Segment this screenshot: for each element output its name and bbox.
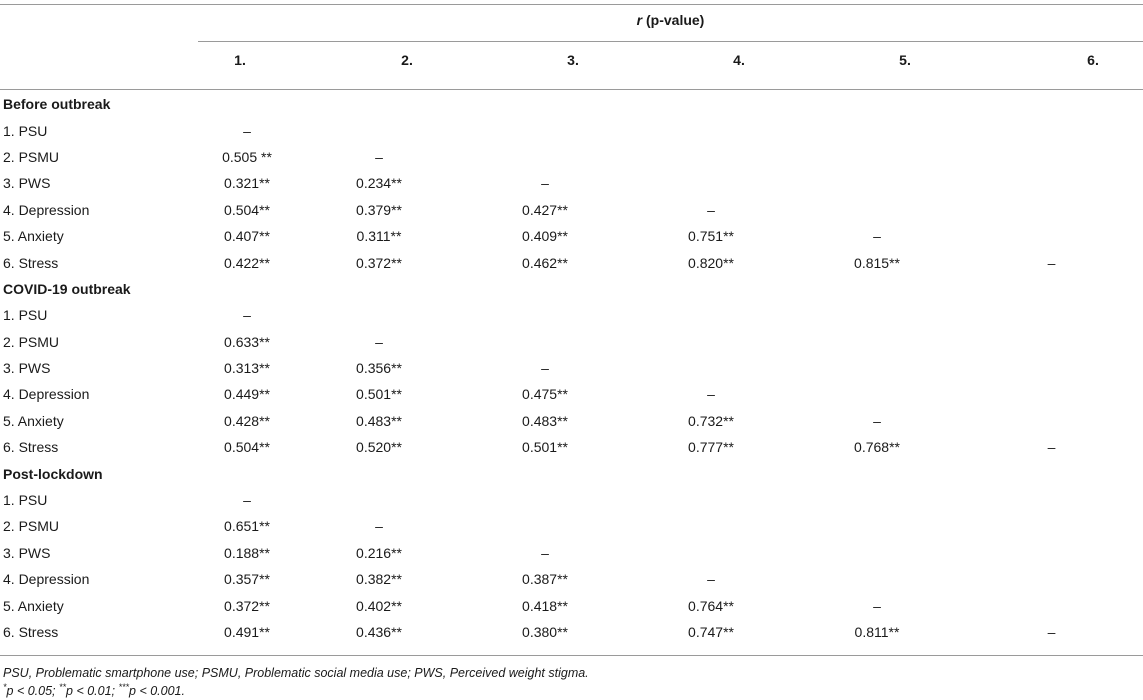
cell-col-5: –	[873, 412, 881, 429]
cell-col-4	[628, 144, 794, 170]
sig-mark-2: **	[59, 681, 67, 692]
cell-col-1: 0.504**	[224, 439, 270, 456]
group-row	[0, 460, 1143, 486]
cell-col-2: 0.501**	[356, 386, 402, 403]
cell-col-3: 0.501**	[522, 439, 568, 456]
row-label: 2. PSMU	[3, 518, 60, 535]
row-label: 3. PWS	[3, 544, 51, 561]
row-label: 6. Stress	[3, 439, 59, 456]
cell-col-5	[794, 170, 960, 196]
cell-col-5: –	[873, 228, 881, 245]
cell-col-2: –	[375, 148, 383, 165]
row-label: 6. Stress	[3, 624, 59, 640]
cell-col-1: 0.188**	[224, 544, 270, 561]
cell-col-1: 0.357**	[224, 571, 270, 588]
table-row	[0, 197, 1143, 223]
cell-col-3	[462, 117, 628, 143]
sig-text-1: p < 0.05;	[6, 684, 59, 698]
cell-col-4	[628, 329, 794, 355]
cell-col-6: –	[1047, 254, 1056, 271]
cell-col-4: 0.820**	[688, 254, 734, 271]
row-label: 5. Anxiety	[3, 228, 64, 245]
cell-col-1: –	[243, 307, 251, 324]
cell-col-3: 0.418**	[522, 597, 568, 614]
cell-col-4	[628, 513, 794, 539]
group-title: Before outbreak	[3, 96, 111, 113]
cell-col-4: 0.764**	[688, 597, 734, 614]
cell-col-5	[794, 329, 960, 355]
cell-col-2: 0.520**	[356, 439, 402, 456]
cell-col-6	[960, 513, 1143, 539]
cell-col-5	[794, 302, 960, 328]
table-row	[0, 144, 1143, 170]
cell-col-2	[296, 117, 462, 143]
row-label: 1. PSU	[3, 307, 48, 324]
cell-col-4: 0.732**	[688, 412, 734, 429]
table-row	[0, 170, 1143, 196]
cell-col-5	[794, 144, 960, 170]
cell-col-1: 0.491**	[224, 624, 270, 640]
sig-mark-1: *	[3, 681, 7, 692]
table-row	[0, 408, 1143, 434]
row-label: 1. PSU	[3, 492, 48, 509]
cell-col-5: 0.811**	[854, 624, 900, 640]
cell-col-3	[462, 513, 628, 539]
table-row	[0, 566, 1143, 592]
table-top-rule	[0, 4, 1143, 5]
cell-col-6: –	[1047, 439, 1056, 456]
cell-col-3	[462, 302, 628, 328]
table-row	[0, 513, 1143, 539]
cell-col-2	[296, 302, 462, 328]
cell-col-1: 0.428**	[224, 412, 270, 429]
cell-col-6	[960, 355, 1143, 381]
cell-col-3: 0.380**	[522, 624, 568, 640]
group-row	[0, 91, 1143, 117]
table-row	[0, 117, 1143, 143]
cell-col-2: 0.372**	[356, 254, 402, 271]
cell-col-4: 0.777**	[688, 439, 734, 456]
table-row	[0, 434, 1143, 460]
correlation-table	[0, 91, 1143, 645]
cell-col-5: 0.815**	[854, 254, 900, 271]
cell-col-6	[960, 117, 1143, 143]
cell-col-1: 0.422**	[224, 254, 270, 271]
pvalue-label: (p-value)	[646, 12, 705, 28]
cell-col-2: 0.216**	[356, 544, 402, 561]
column-header-1: 1.	[234, 52, 246, 68]
cell-col-4: 0.751**	[688, 228, 734, 245]
cell-col-1: 0.407**	[224, 228, 270, 245]
group-title: Post-lockdown	[3, 465, 103, 482]
cell-col-5: 0.768**	[854, 439, 900, 456]
table-row	[0, 381, 1143, 407]
table-row	[0, 329, 1143, 355]
cell-col-1: 0.633**	[224, 333, 270, 350]
cell-col-5: –	[873, 597, 881, 614]
cell-col-5	[794, 513, 960, 539]
cell-col-6	[960, 540, 1143, 566]
row-label: 2. PSMU	[3, 333, 60, 350]
cell-col-2: –	[375, 518, 383, 535]
group-row	[0, 276, 1143, 302]
cell-col-2: –	[375, 333, 383, 350]
cell-col-4: –	[707, 386, 715, 403]
cell-col-6	[960, 592, 1143, 618]
header-divider-rule	[198, 41, 1143, 42]
cell-col-3: 0.427**	[522, 201, 568, 218]
cell-col-5	[794, 381, 960, 407]
cell-col-1: 0.651**	[224, 518, 270, 535]
row-label: 1. PSU	[3, 122, 48, 139]
cell-col-4: –	[707, 571, 715, 588]
cell-col-2: 0.483**	[356, 412, 402, 429]
table-row	[0, 249, 1143, 275]
cell-col-4: –	[707, 201, 715, 218]
cell-col-1: 0.313**	[224, 360, 270, 377]
cell-col-5	[794, 117, 960, 143]
sig-text-2: p < 0.01;	[66, 684, 119, 698]
cell-col-1: 0.449**	[224, 386, 270, 403]
cell-col-4	[628, 540, 794, 566]
cell-col-4: 0.747**	[688, 624, 734, 640]
cell-col-3: –	[541, 544, 549, 561]
cell-col-3: 0.387**	[522, 571, 568, 588]
cell-col-6: –	[1047, 624, 1056, 640]
table-row	[0, 223, 1143, 249]
cell-col-2: 0.436**	[356, 624, 402, 640]
column-header-4: 4.	[733, 52, 745, 68]
sig-mark-3: ***	[118, 681, 130, 692]
table-row	[0, 540, 1143, 566]
table-row	[0, 487, 1143, 513]
table-row	[0, 302, 1143, 328]
column-header-6: 6.	[1087, 52, 1099, 68]
row-label: 5. Anxiety	[3, 412, 64, 429]
cell-col-5	[794, 197, 960, 223]
cell-col-4	[628, 355, 794, 381]
r-symbol: r	[636, 12, 643, 28]
cell-col-6	[960, 302, 1143, 328]
cell-col-6	[960, 223, 1143, 249]
cell-col-6	[960, 566, 1143, 592]
cell-col-1: 0.321**	[224, 175, 270, 192]
cell-col-1: –	[243, 492, 251, 509]
cell-col-3: 0.475**	[522, 386, 568, 403]
cell-col-5	[794, 540, 960, 566]
cell-col-3: 0.409**	[522, 228, 568, 245]
column-header-5: 5.	[899, 52, 911, 68]
cell-col-6	[960, 329, 1143, 355]
cell-col-3: 0.483**	[522, 412, 568, 429]
cell-col-3: –	[541, 175, 549, 192]
cell-col-6	[960, 170, 1143, 196]
cell-col-1: –	[243, 122, 251, 139]
column-group-header	[198, 12, 1143, 28]
significance-footnote	[3, 681, 185, 698]
column-header-3: 3.	[567, 52, 579, 68]
row-label: 4. Depression	[3, 201, 90, 218]
cell-col-2: 0.402**	[356, 597, 402, 614]
cell-col-3	[462, 487, 628, 513]
cell-col-2: 0.356**	[356, 360, 402, 377]
sig-text-3: p < 0.001.	[129, 684, 185, 698]
row-label: 3. PWS	[3, 175, 51, 192]
cell-col-6	[960, 487, 1143, 513]
header-bottom-rule	[0, 89, 1143, 90]
cell-col-2: 0.382**	[356, 571, 402, 588]
cell-col-6	[960, 144, 1143, 170]
cell-col-4	[628, 302, 794, 328]
cell-col-6	[960, 408, 1143, 434]
table-row	[0, 619, 1143, 645]
cell-col-2: 0.379**	[356, 201, 402, 218]
cell-col-1: 0.505 **	[222, 148, 272, 165]
group-title: COVID-19 outbreak	[3, 280, 131, 297]
table-row	[0, 355, 1143, 381]
row-label: 3. PWS	[3, 360, 51, 377]
cell-col-2: 0.234**	[356, 175, 402, 192]
cell-col-3	[462, 329, 628, 355]
cell-col-6	[960, 381, 1143, 407]
cell-col-3	[462, 144, 628, 170]
table-body	[0, 91, 1143, 645]
cell-col-6	[960, 197, 1143, 223]
row-label: 4. Depression	[3, 386, 90, 403]
cell-col-5	[794, 566, 960, 592]
column-header-2: 2.	[401, 52, 413, 68]
abbreviations-footnote: PSU, Problematic smartphone use; PSMU, Problematic social media use; PWS, Perceived weight stigma.	[3, 666, 589, 680]
cell-col-2	[296, 487, 462, 513]
cell-col-4	[628, 117, 794, 143]
table-row	[0, 592, 1143, 618]
row-label: 2. PSMU	[3, 148, 60, 165]
cell-col-1: 0.504**	[224, 201, 270, 218]
cell-col-5	[794, 487, 960, 513]
cell-col-1: 0.372**	[224, 597, 270, 614]
cell-col-3: –	[541, 360, 549, 377]
cell-col-2: 0.311**	[356, 228, 402, 245]
cell-col-5	[794, 355, 960, 381]
row-label: 6. Stress	[3, 254, 59, 271]
cell-col-3: 0.462**	[522, 254, 568, 271]
row-label: 5. Anxiety	[3, 597, 64, 614]
table-bottom-rule	[0, 655, 1143, 656]
row-label: 4. Depression	[3, 571, 90, 588]
cell-col-4	[628, 170, 794, 196]
cell-col-4	[628, 487, 794, 513]
